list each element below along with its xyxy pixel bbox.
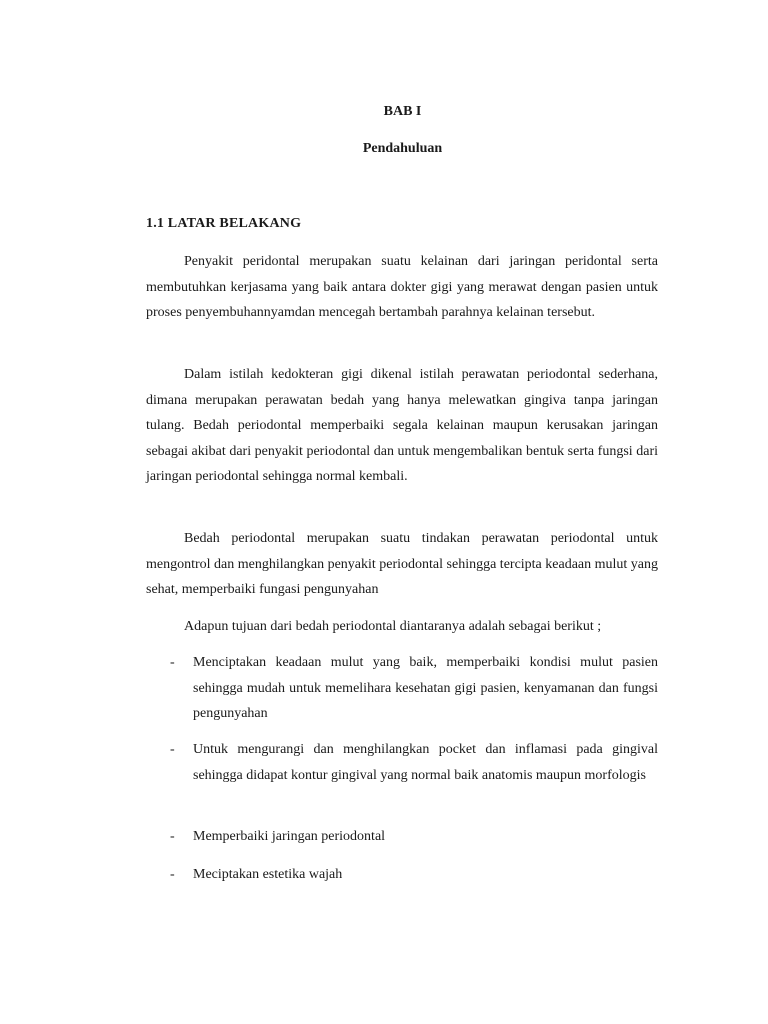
bullet-dash: - bbox=[170, 829, 175, 844]
bullet-text: Memperbaiki jaringan periodontal bbox=[193, 829, 386, 844]
paragraph-2: Dalam istilah kedokteran gigi dikenal istilah perawatan periodontal sederhana, dimana merupakan perawatan bedah yang hanya melewatkan gingiva tanpa jaringan tulang. Bedah periodontal memperbaiki segala kelainan maupun kerusakan jaringan sebagai akibat dari penyakit periodontal dan untuk mengembalikan bentuk serta fungsi dari jaringan periodontal sehingga normal kembali. bbox=[146, 367, 658, 484]
bullet-dash: - bbox=[170, 742, 175, 757]
bullet-text: Untuk mengurangi dan menghilangkan pocket dan inflamasi pada gingival sehingga didapat kontur gingival yang normal baik anatomis maupun morfologis bbox=[193, 742, 658, 783]
chapter-title: BAB I bbox=[383, 104, 422, 119]
bullet-text: Meciptakan estetika wajah bbox=[193, 867, 343, 882]
bullet-dash: - bbox=[170, 655, 175, 670]
bullet-text: Menciptakan keadaan mulut yang baik, memperbaiki kondisi mulut pasien sehingga mudah untuk memelihara kesehatan gigi pasien, kenyamanan dan fungsi pengunyahan bbox=[193, 655, 658, 721]
paragraph-4: Adapun tujuan dari bedah periodontal diantaranya adalah sebagai berikut ; bbox=[184, 619, 602, 634]
paragraph-3: Bedah periodontal merupakan suatu tindakan perawatan periodontal untuk mengontrol dan menghilangkan penyakit periodontal sehingga tercipta keadaan mulut yang sehat, memperbaiki fungasi pengunyahan bbox=[146, 531, 659, 597]
section-heading: 1.1 LATAR BELAKANG bbox=[146, 216, 302, 231]
bullet-dash: - bbox=[170, 867, 175, 882]
paragraph-1: Penyakit peridontal merupakan suatu kelainan dari jaringan peridontal serta membutuhkan kerjasama yang baik antara dokter gigi yang merawat dengan pasien untuk proses penyembuhannyamdan mencegah bertambah parahnya kelainan tersebut. bbox=[146, 254, 658, 320]
chapter-subtitle: Pendahuluan bbox=[362, 141, 443, 156]
